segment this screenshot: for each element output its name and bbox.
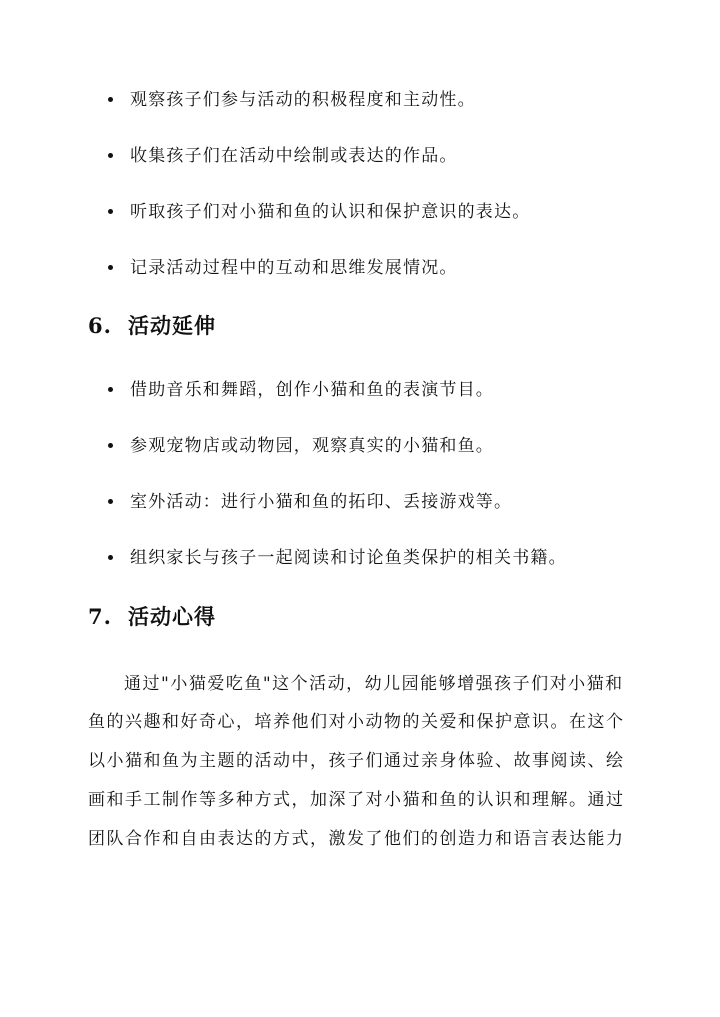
bullet-icon — [108, 443, 113, 448]
section-7-heading — [88, 601, 216, 633]
bullet-icon — [108, 387, 113, 392]
paragraph-line: 以小猫和鱼为主题的活动中，孩子们通过亲身体验、故事阅读、绘 — [88, 751, 625, 771]
section-number: 7. — [88, 604, 112, 629]
section-title: 活动延伸 — [128, 313, 216, 338]
list-item-text: 观察孩子们参与活动的积极程度和主动性。 — [130, 90, 476, 110]
bullet-icon — [108, 555, 113, 560]
paragraph-line: 画和手工制作等多种方式，加深了对小猫和鱼的认识和理解。通过 — [88, 790, 625, 810]
list-item-text: 收集孩子们在活动中绘制或表达的作品。 — [130, 146, 458, 166]
paragraph-line: 通过"小猫爱吃鱼"这个活动，幼儿园能够增强孩子们对小猫和 — [124, 674, 624, 694]
list-item-text: 听取孩子们对小猫和鱼的认识和保护意识的表达。 — [130, 202, 531, 222]
paragraph-line: 鱼的兴趣和好奇心，培养他们对小动物的关爱和保护意识。在这个 — [88, 712, 625, 732]
section-number: 6. — [88, 313, 112, 338]
list-item-text: 参观宠物店或动物园，观察真实的小猫和鱼。 — [130, 436, 494, 456]
bullet-icon — [108, 499, 113, 504]
bullet-icon — [108, 97, 113, 102]
section-6-heading — [88, 310, 216, 342]
list-item-text: 借助音乐和舞蹈，创作小猫和鱼的表演节目。 — [130, 380, 494, 400]
bullet-icon — [108, 153, 113, 158]
bullet-icon — [108, 265, 113, 270]
list-item-text: 记录活动过程中的互动和思维发展情况。 — [130, 258, 458, 278]
paragraph-line: 团队合作和自由表达的方式，激发了他们的创造力和语言表达能力 — [88, 829, 625, 849]
bullet-icon — [108, 209, 113, 214]
list-item-text: 室外活动：进行小猫和鱼的拓印、丢接游戏等。 — [130, 492, 513, 512]
list-item-text: 组织家长与孩子一起阅读和讨论鱼类保护的相关书籍。 — [130, 548, 567, 568]
section-title: 活动心得 — [128, 604, 216, 629]
